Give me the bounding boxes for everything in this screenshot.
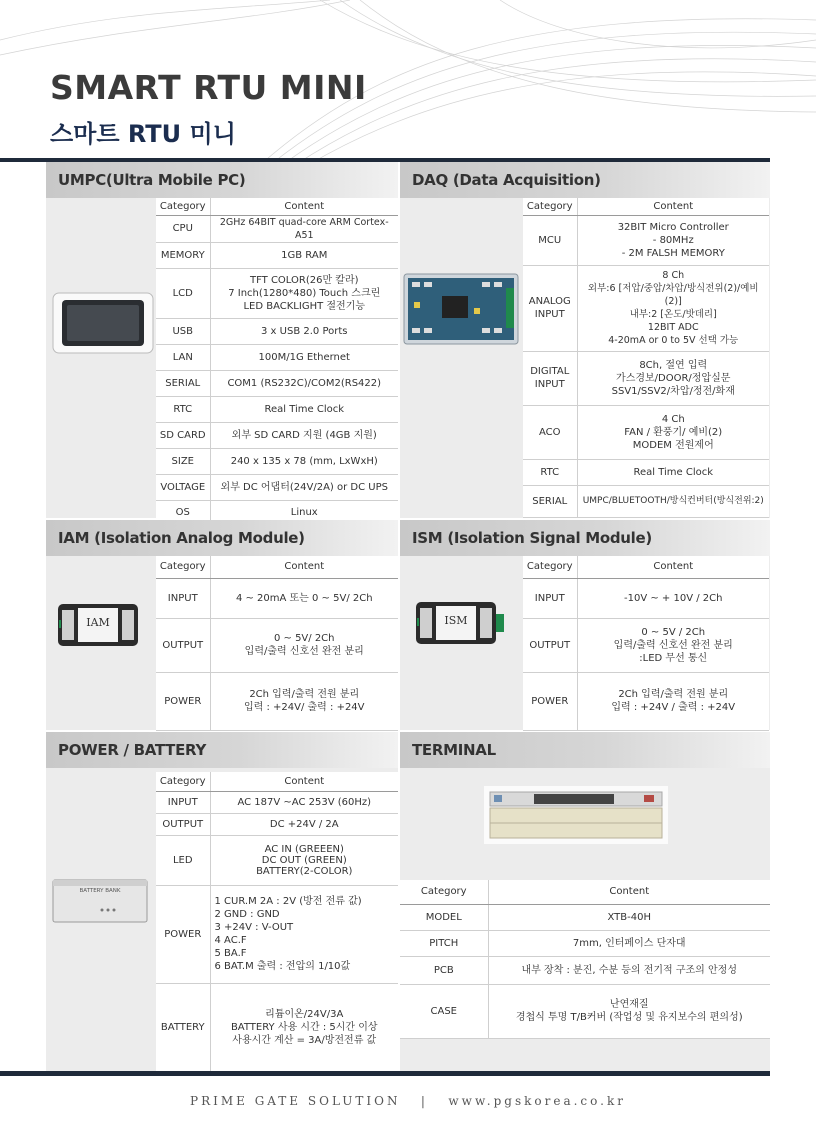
table-row xyxy=(156,396,398,422)
row-content: 2Ch 입력/출력 전원 분리 입력 : +24V / 출력 : +24V xyxy=(577,672,769,730)
battery-bank-label: BATTERY BANK xyxy=(79,888,121,894)
iam-device-label: IAM xyxy=(86,616,110,629)
row-category: PCB xyxy=(400,956,488,984)
row-content: Real Time Clock xyxy=(210,396,398,422)
row-content: DC +24V / 2A xyxy=(210,813,398,835)
page-subtitle: 스마트 RTU 미니 xyxy=(50,120,236,148)
category-header: Category xyxy=(156,556,210,578)
footer-url: www.pgskorea.co.kr xyxy=(448,1094,626,1108)
iam-heading: IAM (Isolation Analog Module) xyxy=(46,520,398,556)
table-row xyxy=(156,268,398,318)
row-content: UMPC/BLUETOOTH/방식컨버터(방식전위:2) xyxy=(577,485,769,517)
row-category: ANALOG INPUT xyxy=(523,265,577,351)
table-header-row xyxy=(523,556,769,578)
terminal-spec-table xyxy=(400,880,770,1039)
row-category: CASE xyxy=(400,984,488,1038)
table-row xyxy=(156,422,398,448)
category-header: Category xyxy=(523,556,577,578)
table-row xyxy=(156,835,398,885)
row-category: SD CARD xyxy=(156,422,210,448)
row-category: LAN xyxy=(156,344,210,370)
row-category: RTC xyxy=(523,459,577,485)
table-row xyxy=(523,265,769,351)
table-row xyxy=(400,984,770,1038)
row-category: RTC xyxy=(156,396,210,422)
table-row xyxy=(523,578,769,618)
table-header-row xyxy=(156,556,398,578)
row-content: 리튬이온/24V/3A BATTERY 사용 시간 : 5시간 이상 사용시간 계산 = 3A/방전전류 값 xyxy=(210,983,398,1071)
page-title: SMART RTU MINI xyxy=(50,68,367,107)
row-category: USB xyxy=(156,318,210,344)
row-category: INPUT xyxy=(523,578,577,618)
row-content: 2GHz 64BIT quad-core ARM Cortex-A51 xyxy=(210,215,398,242)
row-content: 0 ~ 5V / 2Ch 입력/출력 신호선 완전 분리 :LED 무선 통신 xyxy=(577,618,769,672)
table-row xyxy=(400,930,770,956)
row-category: VOLTAGE xyxy=(156,474,210,500)
row-category: SIZE xyxy=(156,448,210,474)
table-row xyxy=(156,344,398,370)
daq-spec-table xyxy=(523,198,769,518)
table-row xyxy=(523,351,769,405)
row-content: 외부 DC 어댑터(24V/2A) or DC UPS xyxy=(210,474,398,500)
umpc-spec-table xyxy=(156,198,398,525)
row-content: 4 Ch FAN / 환풍기/ 예비(2) MODEM 전원제어 xyxy=(577,405,769,459)
row-content: Real Time Clock xyxy=(577,459,769,485)
category-header: Category xyxy=(523,198,577,215)
power-spec-table xyxy=(156,772,398,1072)
row-content: 1GB RAM xyxy=(210,242,398,268)
row-content: 내부 장착 : 분진, 수분 등의 전기적 구조의 안정성 xyxy=(488,956,770,984)
row-content: 3 x USB 2.0 Ports xyxy=(210,318,398,344)
row-content: 난연재질 경첩식 투명 T/B커버 (작업성 및 유지보수의 편의성) xyxy=(488,984,770,1038)
row-content: 240 x 135 x 78 (mm, LxWxH) xyxy=(210,448,398,474)
row-content: 1 CUR.M 2A : 2V (방전 전류 값) 2 GND : GND 3 +24V : V-OUT 4 AC.F 5 BA.F 6 BAT.M 출력 : 전압의 1/10값 xyxy=(210,885,398,983)
row-category: OUTPUT xyxy=(156,618,210,672)
table-row xyxy=(156,983,398,1071)
table-row xyxy=(156,318,398,344)
table-row xyxy=(156,242,398,268)
row-category: BATTERY xyxy=(156,983,210,1071)
umpc-device-image xyxy=(52,292,154,354)
ism-device-image xyxy=(414,600,506,646)
category-header: Category xyxy=(156,772,210,791)
daq-heading: DAQ (Data Acquisition) xyxy=(400,162,770,198)
category-header: Category xyxy=(156,198,210,215)
iam-device-image xyxy=(56,602,140,648)
table-header-row xyxy=(523,198,769,215)
content-header: Content xyxy=(210,772,398,791)
category-header: Category xyxy=(400,880,488,904)
table-row xyxy=(156,672,398,730)
content-header: Content xyxy=(210,198,398,215)
table-row xyxy=(156,618,398,672)
row-content: AC 187V ~AC 253V (60Hz) xyxy=(210,791,398,813)
table-row xyxy=(523,459,769,485)
row-content: 4 ~ 20mA 또는 0 ~ 5V/ 2Ch xyxy=(210,578,398,618)
table-row xyxy=(523,215,769,265)
ism-device-label: ISM xyxy=(444,614,468,627)
row-category: PITCH xyxy=(400,930,488,956)
table-row xyxy=(156,791,398,813)
umpc-heading: UMPC(Ultra Mobile PC) xyxy=(46,162,398,198)
footer-separator: | xyxy=(420,1094,428,1108)
row-content: TFT COLOR(26만 칼라) 7 Inch(1280*480) Touch 스크린 LED BACKLIGHT 절전기능 xyxy=(210,268,398,318)
row-category: SERIAL xyxy=(156,370,210,396)
row-content: 8Ch, 절연 입력 가스경보/DOOR/정압실문 SSV1/SSV2/차압/정전/화재 xyxy=(577,351,769,405)
row-category: SERIAL xyxy=(523,485,577,517)
row-category: ACO xyxy=(523,405,577,459)
iam-spec-table xyxy=(156,556,398,731)
ism-heading: ISM (Isolation Signal Module) xyxy=(400,520,770,556)
row-category: INPUT xyxy=(156,791,210,813)
row-category: MCU xyxy=(523,215,577,265)
row-category: POWER xyxy=(523,672,577,730)
row-content: COM1 (RS232C)/COM2(RS422) xyxy=(210,370,398,396)
row-category: LCD xyxy=(156,268,210,318)
table-row xyxy=(156,215,398,242)
row-category: OUTPUT xyxy=(156,813,210,835)
content-header: Content xyxy=(577,198,769,215)
row-category: INPUT xyxy=(156,578,210,618)
table-row xyxy=(156,578,398,618)
power-heading: POWER / BATTERY xyxy=(46,732,398,768)
row-content: 외부 SD CARD 지원 (4GB 지원) xyxy=(210,422,398,448)
table-row xyxy=(156,448,398,474)
table-row xyxy=(523,672,769,730)
row-category: OUTPUT xyxy=(523,618,577,672)
daq-board-image xyxy=(402,268,520,350)
table-row xyxy=(523,485,769,517)
table-row xyxy=(523,405,769,459)
table-header-row xyxy=(156,772,398,791)
row-category: CPU xyxy=(156,215,210,242)
row-category: DIGITAL INPUT xyxy=(523,351,577,405)
table-row xyxy=(400,904,770,930)
table-row xyxy=(156,813,398,835)
row-content: 32BIT Micro Controller - 80MHz - 2M FALSH MEMORY xyxy=(577,215,769,265)
battery-bank-image xyxy=(52,878,148,924)
footer-company: PRIME GATE SOLUTION xyxy=(190,1094,401,1108)
row-content: 0 ~ 5V/ 2Ch 입력/출력 신호선 완전 분리 xyxy=(210,618,398,672)
content-header: Content xyxy=(210,556,398,578)
footer xyxy=(0,1094,816,1108)
row-content: 7mm, 인터페이스 단자대 xyxy=(488,930,770,956)
row-category: LED xyxy=(156,835,210,885)
content-header: Content xyxy=(577,556,769,578)
row-content: 2Ch 입력/출력 전원 분리 입력 : +24V/ 출력 : +24V xyxy=(210,672,398,730)
row-category: MODEL xyxy=(400,904,488,930)
table-header-row xyxy=(400,880,770,904)
row-content: 100M/1G Ethernet xyxy=(210,344,398,370)
table-row xyxy=(523,618,769,672)
table-row xyxy=(156,370,398,396)
terminal-heading: TERMINAL xyxy=(400,732,770,768)
row-content: XTB-40H xyxy=(488,904,770,930)
content-header: Content xyxy=(488,880,770,904)
row-category: POWER xyxy=(156,885,210,983)
row-content: AC IN (GREEEN) DC OUT (GREEN) BATTERY(2-COLOR) xyxy=(210,835,398,885)
table-row xyxy=(156,885,398,983)
row-category: POWER xyxy=(156,672,210,730)
terminal-block-image xyxy=(484,786,668,844)
table-row xyxy=(400,956,770,984)
row-category: OS xyxy=(156,500,210,524)
row-content: -10V ~ + 10V / 2Ch xyxy=(577,578,769,618)
table-row xyxy=(156,474,398,500)
table-header-row xyxy=(156,198,398,215)
row-content: 8 Ch 외부:6 [저압/중압/차압/방식전위(2)/예비(2)] 내부:2 [온도/밧데리] 12BIT ADC 4-20mA or 0 to 5V 선택 가능 xyxy=(577,265,769,351)
row-category: MEMORY xyxy=(156,242,210,268)
row-content: Linux xyxy=(210,500,398,524)
bottom-divider xyxy=(0,1071,770,1076)
ism-spec-table xyxy=(523,556,769,731)
